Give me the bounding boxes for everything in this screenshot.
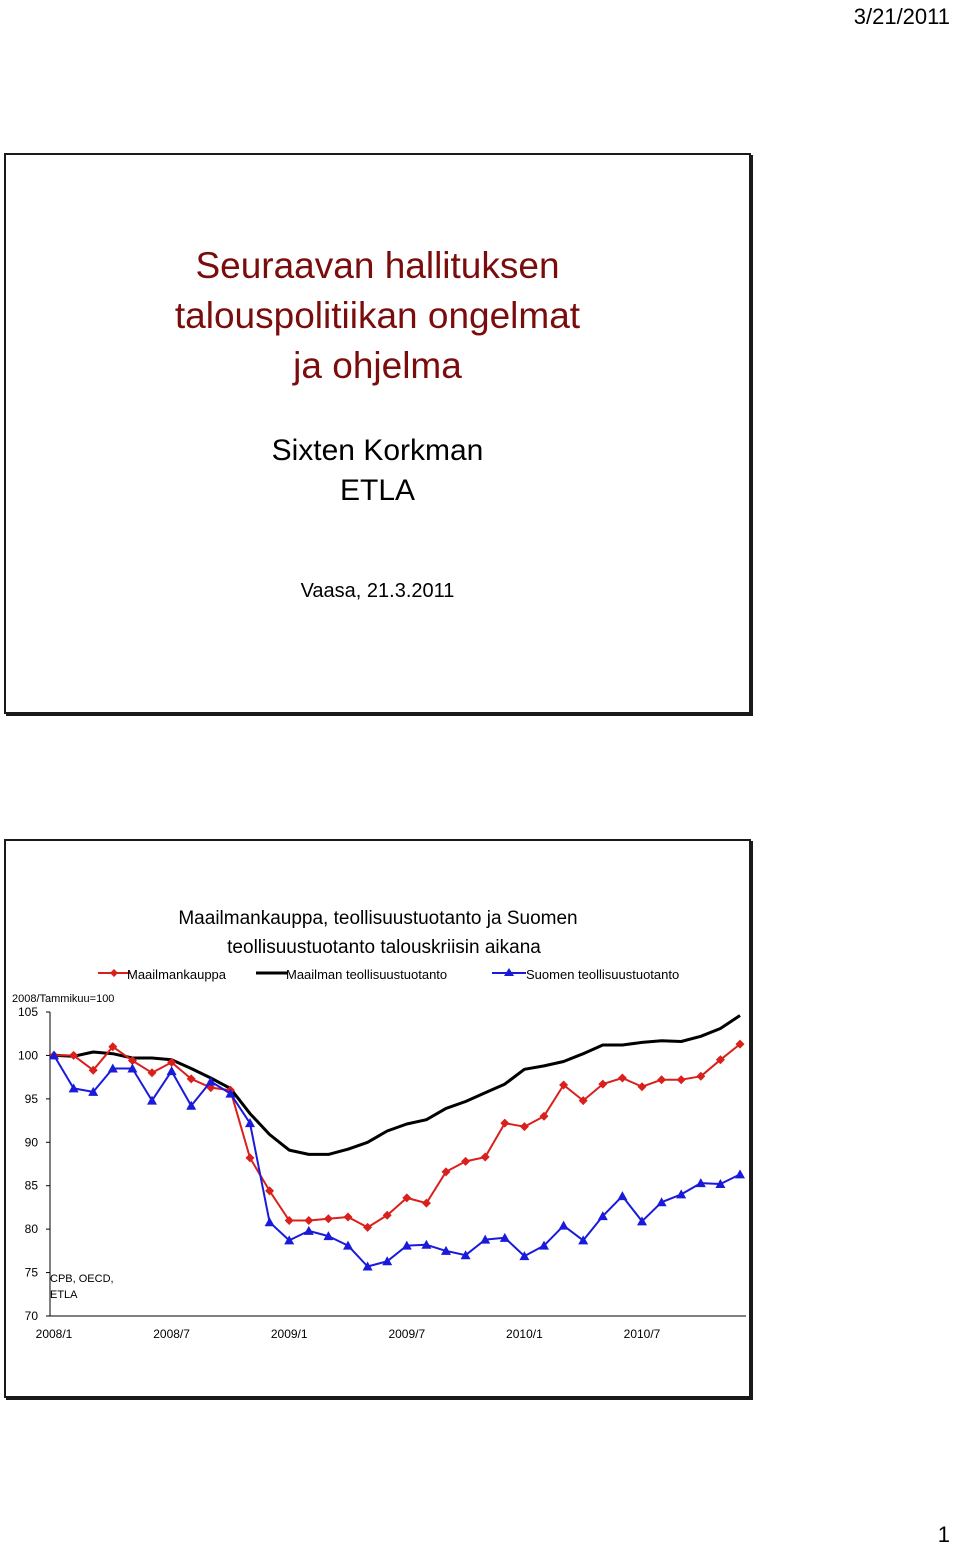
source-note-line-1: CPB, OECD, — [50, 1273, 114, 1285]
slide-title-line-1: Seuraavan hallituksen — [195, 245, 560, 286]
slide-title — [6, 241, 749, 391]
data-point-maailmankauppa — [540, 1112, 549, 1121]
x-tick-label: 2008/7 — [153, 1327, 190, 1341]
legend-label-suomen-teollisuustuotanto: Suomen teollisuustuotanto — [526, 967, 680, 982]
x-tick-label: 2010/7 — [623, 1327, 661, 1341]
x-tick-label: 2009/7 — [388, 1327, 426, 1341]
data-point-maailmankauppa — [657, 1075, 666, 1084]
page-number: 1 — [937, 1522, 950, 1547]
y-tick-label: 105 — [17, 1005, 38, 1019]
y-tick-label: 95 — [24, 1091, 38, 1106]
data-point-suomen-teollisuustuotanto — [69, 1083, 79, 1092]
data-point-maailmankauppa — [677, 1075, 686, 1084]
data-point-suomen-teollisuustuotanto — [304, 1226, 314, 1235]
data-point-suomen-teollisuustuotanto — [167, 1066, 177, 1075]
data-point-suomen-teollisuustuotanto — [735, 1169, 745, 1178]
source-note-line-2: ETLA — [50, 1289, 78, 1301]
data-point-suomen-teollisuustuotanto — [265, 1217, 275, 1226]
line-chart — [6, 841, 749, 1396]
y-tick-label: 100 — [17, 1048, 38, 1063]
data-point-maailmankauppa — [148, 1068, 157, 1077]
y-tick-label: 85 — [24, 1178, 38, 1193]
place-date: Vaasa, 21.3.2011 — [300, 580, 455, 602]
data-point-suomen-teollisuustuotanto — [617, 1191, 627, 1200]
data-point-maailmankauppa — [481, 1153, 490, 1162]
data-point-maailmankauppa — [500, 1119, 509, 1128]
slide-title-line-2: talouspolitiikan ongelmat — [174, 295, 581, 336]
data-point-maailmankauppa — [246, 1153, 255, 1162]
y-axis-label: 2008/Tammikuu=100 — [12, 993, 115, 1005]
chart-legend — [98, 967, 679, 982]
x-tick-label: 2009/1 — [270, 1327, 308, 1341]
chart-title-line-2: teollisuustuotanto talouskriisin aikana — [227, 937, 541, 958]
data-point-suomen-teollisuustuotanto — [559, 1221, 569, 1230]
slide-title-line-3: ja ohjelma — [293, 345, 462, 386]
data-point-maailmankauppa — [344, 1212, 353, 1221]
author-name: Sixten Korkman — [271, 434, 484, 467]
page-date: 3/21/2011 — [853, 4, 950, 29]
legend-label-maailmankauppa: Maailmankauppa — [127, 967, 227, 982]
y-tick-label: 70 — [24, 1309, 38, 1323]
data-point-maailmankauppa — [324, 1214, 333, 1223]
y-tick-label: 90 — [24, 1135, 38, 1150]
data-point-suomen-teollisuustuotanto — [676, 1189, 686, 1198]
data-point-maailmankauppa — [638, 1082, 647, 1091]
data-point-maailmankauppa — [363, 1223, 372, 1232]
x-tick-label: 2010/1 — [506, 1327, 543, 1341]
legend-diamond-marker — [110, 969, 118, 977]
data-point-maailmankauppa — [304, 1216, 313, 1225]
series-line-maailmankauppa — [54, 1044, 740, 1227]
data-point-suomen-teollisuustuotanto — [343, 1241, 353, 1250]
organization-name: ETLA — [339, 474, 416, 507]
y-tick-label: 80 — [24, 1222, 38, 1237]
chart-slide — [4, 839, 751, 1398]
data-point-maailmankauppa — [618, 1074, 627, 1083]
y-tick-label: 75 — [24, 1265, 38, 1280]
x-tick-label: 2008/1 — [35, 1327, 73, 1341]
author-block — [6, 431, 749, 511]
chart-title-line-1: Maailmankauppa, teollisuustuotanto ja Suomen — [178, 908, 578, 929]
data-point-maailmankauppa — [520, 1122, 529, 1131]
series-line-suomen-teollisuustuotanto — [54, 1055, 740, 1266]
title-slide — [4, 153, 751, 714]
legend-label-maailman-teollisuustuotanto: Maailman teollisuustuotanto — [286, 967, 448, 982]
data-point-maailmankauppa — [461, 1157, 470, 1166]
